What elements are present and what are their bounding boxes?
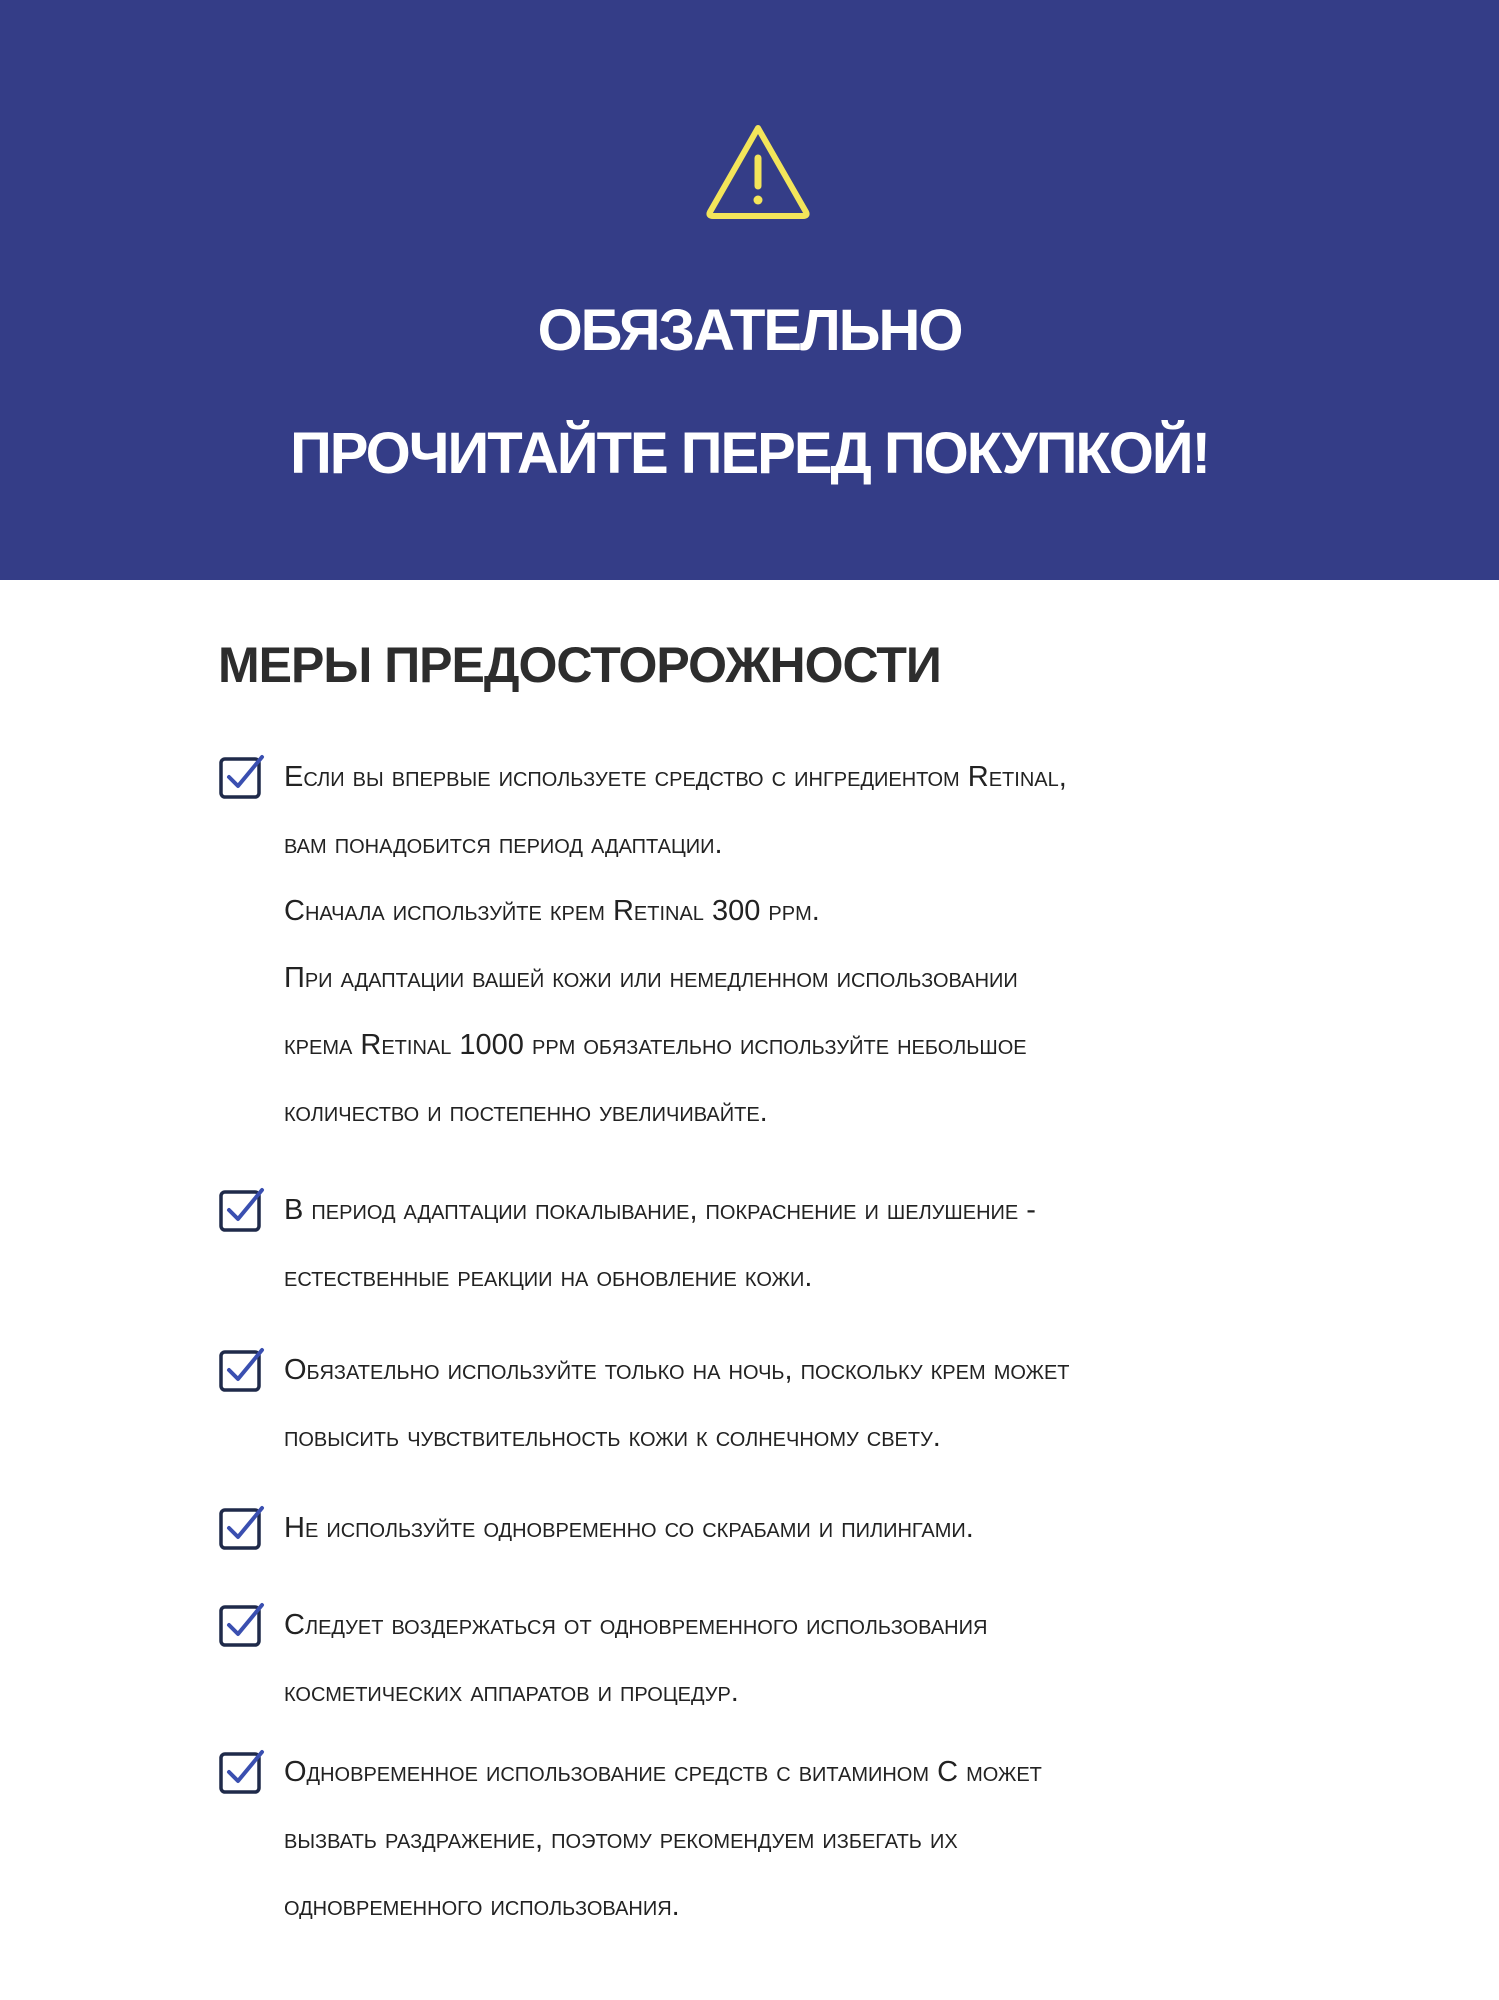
checkbox-checked-icon — [218, 1600, 268, 1650]
section-heading: МЕРЫ ПРЕДОСТОРОЖНОСТИ — [218, 637, 941, 693]
checkbox-checked-icon — [218, 752, 268, 802]
checkbox-checked-icon — [218, 1747, 268, 1797]
banner-title-line-1: ОБЯЗАТЕЛЬНО — [537, 298, 962, 363]
precaution-text — [284, 752, 1294, 1154]
checkbox-checked-icon — [218, 1185, 268, 1235]
precaution-text-line: косметических аппаратов и процедур. — [284, 1676, 739, 1708]
precaution-text-line: Одновременное использование средств с витамином С может — [284, 1756, 1042, 1788]
precaution-text — [284, 1600, 1294, 1734]
warning-banner — [0, 0, 1499, 580]
precaution-text — [284, 1345, 1294, 1479]
precaution-text-line: При адаптации вашей кожи или немедленном использовании — [284, 962, 1018, 994]
precaution-text — [284, 1503, 1294, 1570]
precaution-text-line: Если вы впервые используете средство с ингредиентом Retinal, — [284, 761, 1067, 793]
precaution-text-line: вызвать раздражение, поэтому рекомендуем избегать их — [284, 1823, 958, 1855]
precaution-text-line: вам понадобится период адаптации. — [284, 828, 723, 860]
precaution-text-line: Обязательно используйте только на ночь, поскольку крем может — [284, 1354, 1070, 1386]
precaution-text — [284, 1185, 1294, 1319]
checkbox-checked-icon — [218, 1345, 268, 1395]
banner-title-line-2: ПРОЧИТАЙТЕ ПЕРЕД ПОКУПКОЙ! — [290, 421, 1209, 486]
precaution-text-line: одновременного использования. — [284, 1890, 680, 1922]
precaution-text-line: количество и постепенно увеличивайте. — [284, 1096, 768, 1128]
precaution-text-line: Сначала используйте крем Retinal 300 ppm. — [284, 895, 820, 927]
checkbox-checked-icon — [218, 1503, 268, 1553]
precaution-text-line: крема Retinal 1000 ppm обязательно используйте небольшое — [284, 1029, 1027, 1061]
precaution-text-line: естественные реакции на обновление кожи. — [284, 1261, 813, 1293]
precaution-text-line: повысить чувствительность кожи к солнечному свету. — [284, 1421, 941, 1453]
precaution-text-line: Следует воздержаться от одновременного использования — [284, 1609, 988, 1641]
precaution-text-line: В период адаптации покалывание, покраснение и шелушение - — [284, 1194, 1036, 1226]
precaution-text — [284, 1747, 1294, 1948]
warning-triangle-icon — [704, 122, 812, 222]
precaution-text-line: Не используйте одновременно со скрабами и пилингами. — [284, 1512, 974, 1544]
